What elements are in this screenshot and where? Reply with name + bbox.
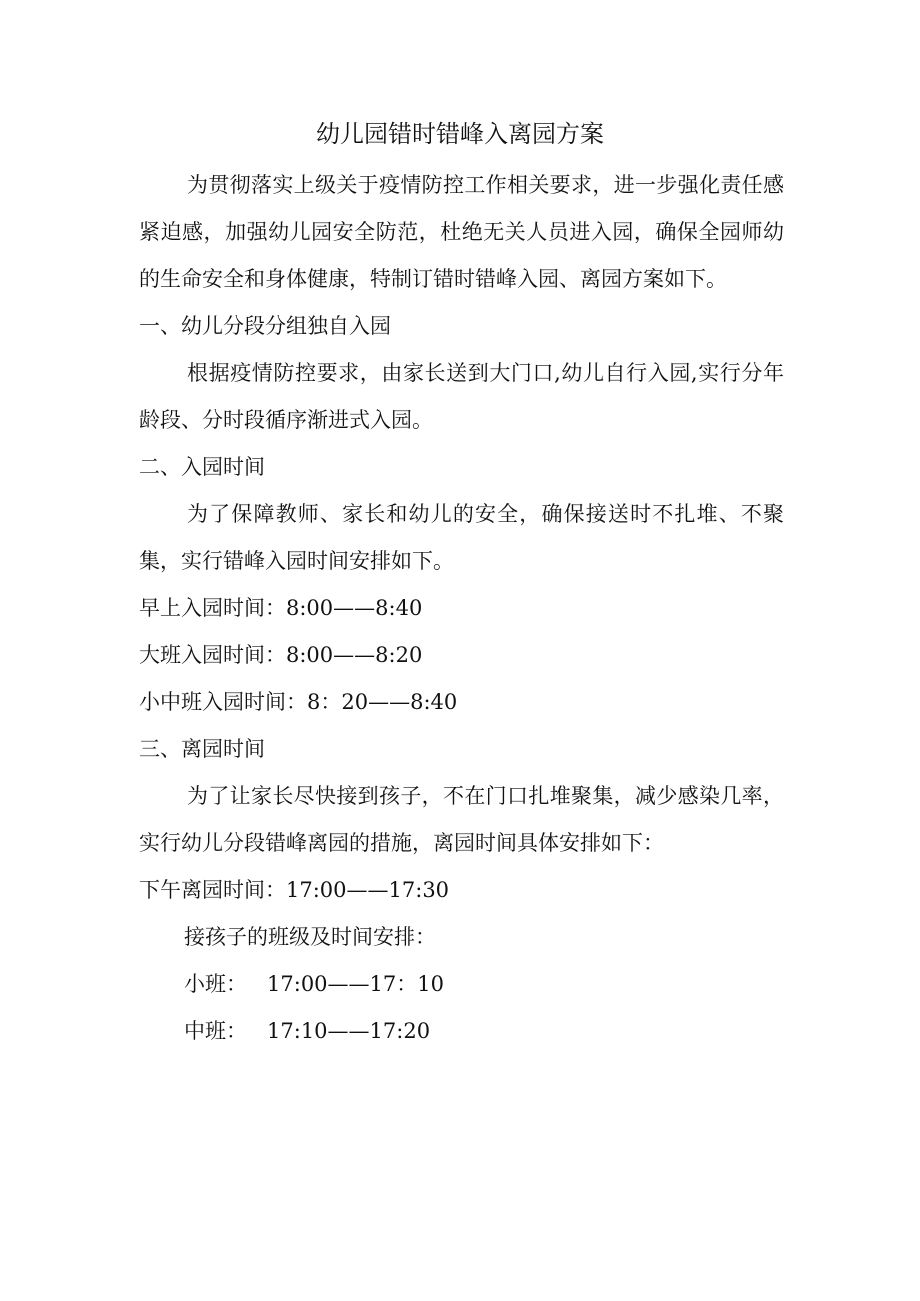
document-body — [139, 162, 784, 1055]
section1-heading: 一、幼儿分段分组独自入园 — [139, 314, 391, 338]
document-title: 幼儿园错时错峰入离园方案 — [316, 120, 604, 148]
section3-paragraph: 为了让家长尽快接到孩子，不在门口扎堆聚集，减少感染几率，实行幼儿分段错峰离园的措施，离园时间具体安排如下： — [139, 784, 784, 855]
intro-paragraph: 为贯彻落实上级关于疫情防控工作相关要求，进一步强化责任感紧迫感，加强幼儿园安全防范，杜绝无关人员进入园，确保全园师幼的生命安全和身体健康，特制订错时错峰入园、离园方案如下。 — [139, 173, 784, 291]
section2-heading: 二、入园时间 — [139, 455, 265, 479]
section1-paragraph: 根据疫情防控要求，由家长送到大门口,幼儿自行入园,实行分年龄段、分时段循序渐进式入园。 — [139, 361, 784, 432]
senior-class-entry-time: 大班入园时间：8:00——8:20 — [139, 643, 423, 667]
afternoon-leave-time: 下午离园时间：17:00——17:30 — [139, 878, 450, 902]
morning-entry-time: 早上入园时间：8:00——8:40 — [139, 596, 423, 620]
middle-class-pickup-time: 中班： 17:10——17:20 — [184, 1019, 431, 1043]
section2-paragraph: 为了保障教师、家长和幼儿的安全，确保接送时不扎堆、不聚集，实行错峰入园时间安排如下。 — [139, 502, 784, 573]
section3-heading: 三、离园时间 — [139, 737, 265, 761]
small-class-pickup-time: 小班： 17:00——17：10 — [184, 972, 444, 996]
pickup-schedule-label: 接孩子的班级及时间安排： — [184, 925, 436, 949]
junior-class-entry-time: 小中班入园时间：8：20——8:40 — [139, 690, 458, 714]
